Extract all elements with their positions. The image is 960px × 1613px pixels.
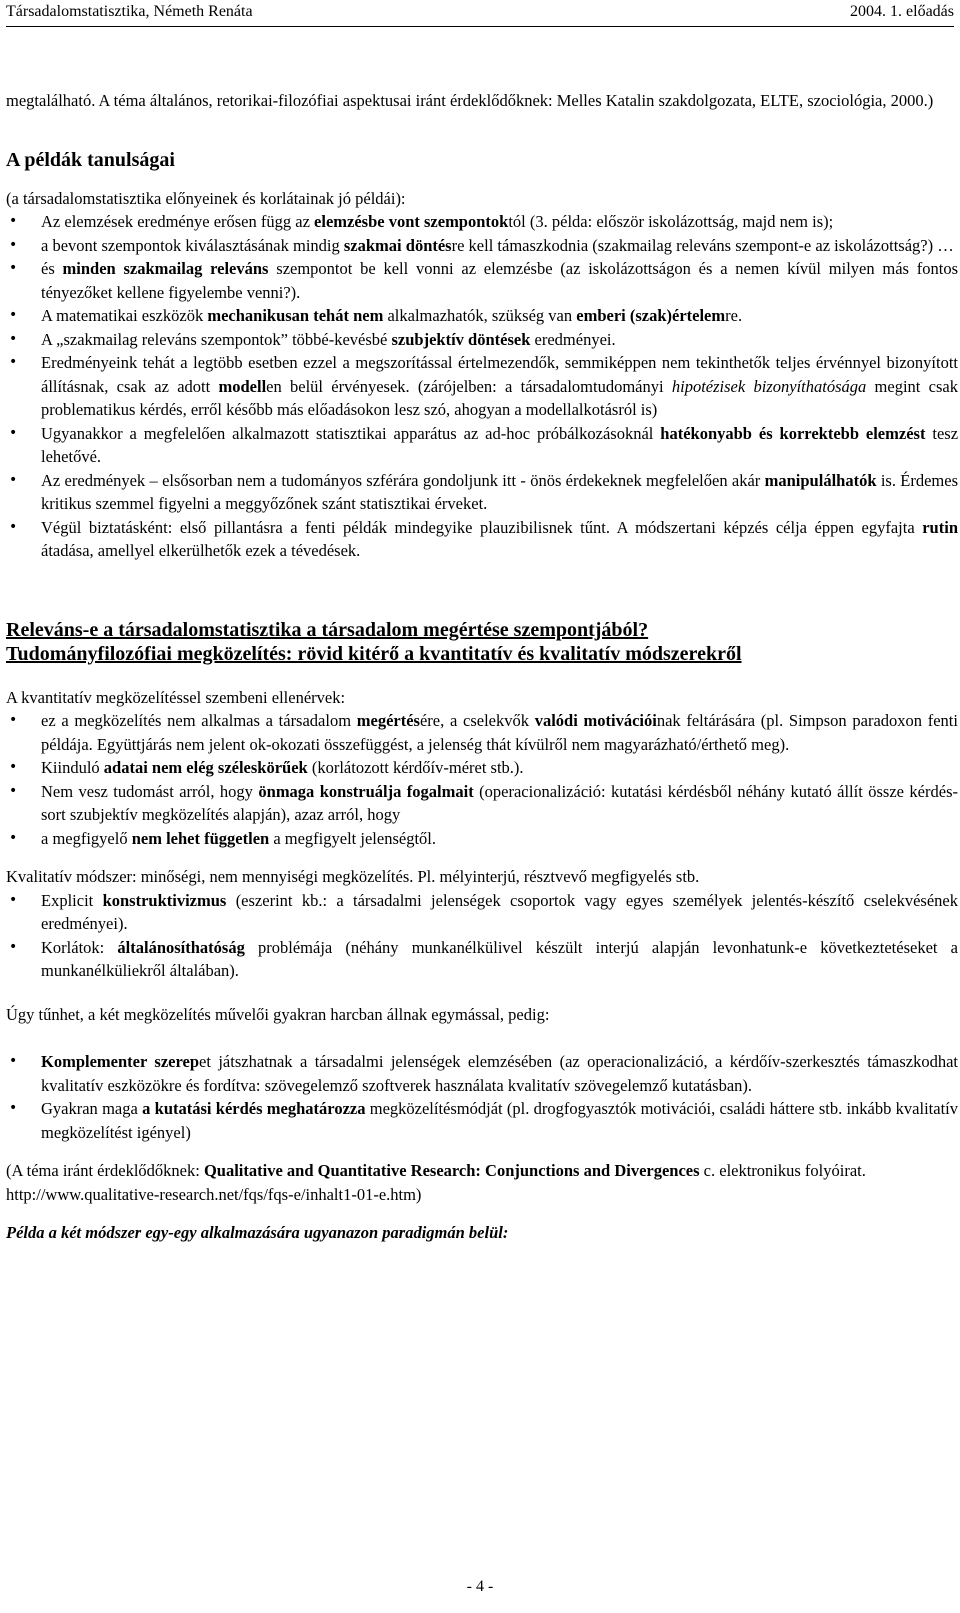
list-item: • és minden szakmailag releváns szempontot be kell vonni az elemzésbe (az iskolázottságon és a nemen kívül milyen más fontos tényezőket kellene figyelembe venni?). — [6, 257, 958, 304]
list-item: • a bevont szempontok kiválasztásának mindig szakmai döntésre kell támaszkodnia (szakmailag releváns szempont-e az iskolázottság?) … — [6, 234, 958, 258]
reference-paragraph: (A téma iránt érdeklődőknek: Qualitative and Quantitative Research: Conjunctions and Divergences c. elektronikus folyóirat. http://www.qualitative-research.net/fqs/fqs-e/inhalt1-01-e.htm) — [6, 1161, 866, 1204]
quant-list — [6, 709, 958, 850]
header-course-title: Társadalomstatisztika, Németh Renáta — [6, 3, 253, 20]
complement-list — [6, 1050, 958, 1144]
list-item: • a megfigyelő nem lehet független a megfigyelt jelenségtől. — [6, 827, 958, 851]
list-item: • A „szakmailag releváns szempontok” többé-kevésbé szubjektív döntések eredményei. — [6, 328, 958, 352]
page-content — [6, 89, 958, 1245]
list-item: • Végül biztatásként: első pillantásra a fenti példák mindegyike plauzibilisnek tűnt. A módszertani képzés célja éppen egyfajta rutin átadása, amellyel elkerülhetők ezek a tévedések. — [6, 516, 958, 563]
lessons-intro: (a társadalomstatisztika előnyeinek és korlátainak jó példái): — [6, 188, 406, 208]
list-item: • Nem vesz tudomást arról, hogy önmaga konstruálja fogalmait (operacionalizáció: kutatási kérdésből néhány kutató állít össze kérdés-sort szubjektív megközelítés alapján), azaz arról, hogy — [6, 780, 958, 827]
list-item: • Kiinduló adatai nem elég széleskörűek (korlátozott kérdőív-méret stb.). — [6, 756, 958, 780]
list-item: • A matematikai eszközök mechanikusan tehát nem alkalmazhatók, szükség van emberi (szak)értelemre. — [6, 304, 958, 328]
intro-paragraph — [6, 89, 958, 113]
header-lecture-date: 2004. 1. előadás — [850, 3, 954, 20]
list-item: • Eredményeink tehát a legtöbb esetben ezzel a megszorítással értelmezendők, semmiképpen nem tekinthetők teljes érvénnyel bizonyított állításnak, csak az adott modellen belül érvényesek. (zárójelben: a társadalomtudományi hipotézisek bizonyíthatósága megint csak problematikus kérdés, erről később más előadásokon lesz szó, ahogyan a modellalkotásról is) — [6, 351, 958, 422]
list-item: • Az eredmények – elsősorban nem a tudományos szférára gondoljunk itt - önös érdekeknek megfelelően akár manipulálhatók is. Érdemes kritikus szemmel figyelni a meggyőzőnek szánt statisztikai érveket. — [6, 469, 958, 516]
example-heading: Példa a két módszer egy-egy alkalmazására ugyanazon paradigmán belül: — [6, 1223, 509, 1242]
page-number: - 4 - — [466, 1578, 494, 1595]
section-heading-philosophy: Tudományfilozófiai megközelítés: rövid kitérő a kvantitatív és kvalitatív módszerekről — [6, 642, 742, 665]
list-item: • Ugyanakkor a megfelelően alkalmazott statisztikai apparátus az ad-hoc próbálkozásoknál hatékonyabb és korrektebb elemzést tesz lehetővé. — [6, 422, 958, 469]
qual-intro: Kvalitatív módszer: minőségi, nem mennyiségi megközelítés. Pl. mélyinterjú, résztvevő megfigyelés stb. — [6, 867, 700, 886]
quant-intro: A kvantitatív megközelítéssel szembeni ellenérvek: — [6, 687, 346, 707]
lessons-list — [6, 210, 958, 563]
section-heading-lessons: A példák tanulságai — [6, 148, 175, 171]
list-item: • Komplementer szerepet játszhatnak a társadalmi jelenségek elemzésében (az operacionalizáció, a kérdőív-szerkesztés támaszkodhat kvalitatív eszközökre és fordítva: szövegelemző szoftverek használata kvalitatív szövegelemző kutatásban). — [6, 1050, 958, 1097]
list-item: • Korlátok: általánosíthatóság problémája (néhány munkanélkülivel készült interjú alapján levonhatunk-e következtetéseket a munkanélküliekről általában). — [6, 936, 958, 983]
section-heading-relevance: Releváns-e a társadalomstatisztika a társadalom megértése szempontjából? — [6, 618, 649, 641]
list-item: • Explicit konstruktivizmus (eszerint kb.: a társadalmi jelenségek csoportok vagy egyes személyek jelentés-készítő cselekvésének eredményei). — [6, 889, 958, 936]
conflict-paragraph: Úgy tűnhet, a két megközelítés művelői gyakran harcban állnak egymással, pedig: — [6, 1004, 550, 1024]
qual-list — [6, 889, 958, 983]
list-item: • Az elemzések eredménye erősen függ az elemzésbe vont szempontoktól (3. példa: először iskolázottság, majd nem is); — [6, 210, 958, 234]
list-item: • Gyakran maga a kutatási kérdés meghatározza megközelítésmódját (pl. drogfogyasztók motivációi, családi háttere stb. inkább kvalitatív megközelítést igényel) — [6, 1097, 958, 1144]
page-header — [6, 0, 954, 27]
list-item: • ez a megközelítés nem alkalmas a társadalom megértésére, a cselekvők valódi motivációinak feltárására (pl. Simpson paradoxon fenti példája. Együttjárás nem jelent ok-okozati összefüggést, a jelenség thát kívülről nem magyarázható/érthető meg). — [6, 709, 958, 756]
intro-text: megtalálható. A téma általános, retorikai-filozófiai aspektusai iránt érdeklődőknek: Melles Katalin szakdolgozata, ELTE, szociológia, 2000.) — [6, 91, 934, 110]
